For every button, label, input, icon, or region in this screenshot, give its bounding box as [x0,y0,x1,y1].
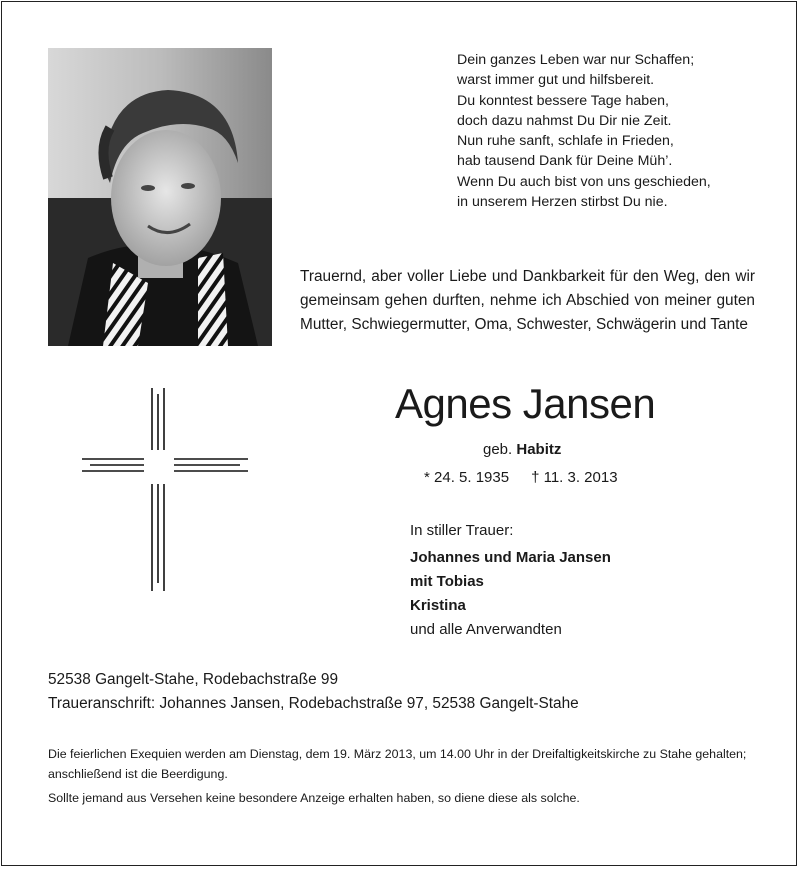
poem-line: doch dazu nahmst Du Dir nie Zeit. [457,112,672,129]
maiden-name: Habitz [516,441,562,458]
birth-date: * 24. 5. 1935 [424,469,510,486]
mourner-name: Kristina [410,597,466,614]
notice-note: Sollte jemand aus Versehen keine besondere Anzeige erhalten haben, so diene diese als solche. [48,791,580,805]
poem-line: Du konntest bessere Tage haben, [457,92,669,109]
cross-icon [82,388,248,591]
poem-line: hab tausend Dank für Deine Müh’. [457,153,673,170]
home-address: 52538 Gangelt-Stahe, Rodebachstraße 99 [48,671,339,688]
poem-line: warst immer gut und hilfsbereit. [457,72,655,89]
mourners-label: In stiller Trauer: [410,522,514,539]
intro-text: Trauernd, aber voller Liebe und Dankbarkeit für den Weg, den wir gemeinsam gehen durften, nehme ich Abschied von meiner guten Mutter, Schwiegermutter, Oma, Schwester, Schwägerin und Tante [300,268,755,333]
portrait-photo [48,48,272,346]
birth-prefix: geb. [483,441,513,458]
poem-line: Wenn Du auch bist von uns geschieden, [457,173,711,190]
notes [48,745,760,809]
mourning-address: Traueranschrift: Johannes Jansen, Rodebachstraße 97, 52538 Gangelt-Stahe [48,695,579,712]
mourners [410,519,611,642]
funeral-note: Die feierlichen Exequien werden am Dienstag, dem 19. März 2013, um 14.00 Uhr in der Dreifaltigkeitskirche zu Stahe gehalten; anschließend ist die Beerdigung. [48,747,747,781]
deceased-name: Agnes Jansen [395,380,656,427]
life-dates [424,469,618,486]
mourners-others: und alle Anverwandten [410,621,562,638]
poem-line: in unserem Herzen stirbst Du nie. [457,194,668,211]
birth-name [483,441,561,458]
poem [457,50,711,212]
poem-line: Dein ganzes Leben war nur Schaffen; [457,52,695,68]
death-date: † 11. 3. 2013 [531,469,618,486]
address-block [48,668,579,716]
poem-line: Nun ruhe sanft, schlafe in Frieden, [457,133,674,150]
mourner-name: Johannes und Maria Jansen [410,549,611,566]
mourner-name: mit Tobias [410,573,484,590]
